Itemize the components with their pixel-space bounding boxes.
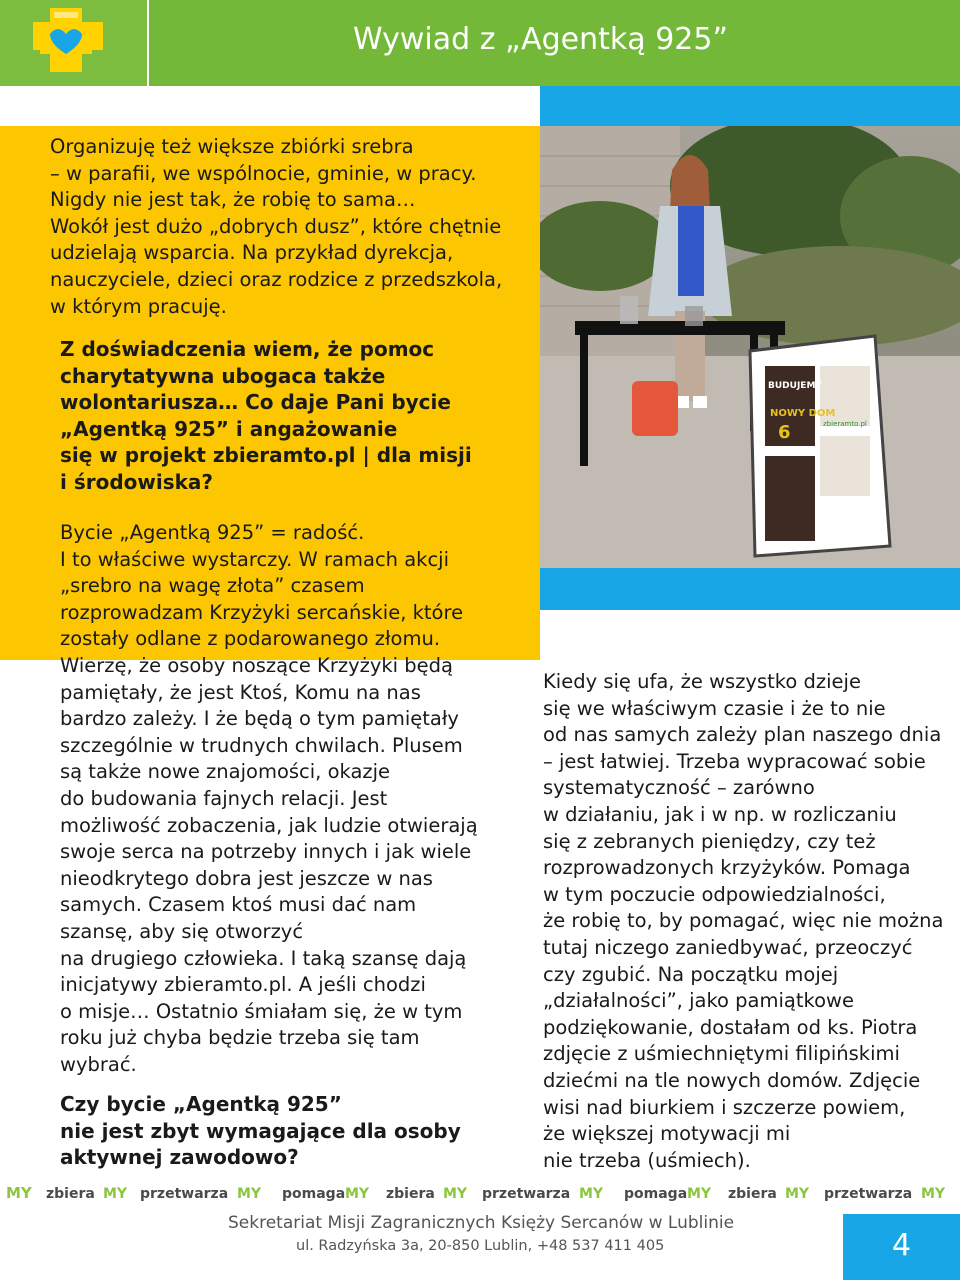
slogan-word-dark: przetwarza bbox=[482, 1186, 571, 1202]
answer-2 bbox=[543, 669, 953, 1174]
text-line: Wierzę, że osoby noszące Krzyżyki będą bbox=[60, 653, 453, 677]
text-line: Organizuję też większe zbiórki srebra bbox=[50, 135, 414, 158]
text-line: podziękowanie, dostałam od ks. Piotra bbox=[543, 1015, 918, 1039]
slogan-word bbox=[46, 1186, 128, 1202]
slogan-word-green: MY bbox=[237, 1186, 262, 1202]
slogan-word-dark: pomaga bbox=[282, 1186, 346, 1202]
organization-logo-icon bbox=[0, 0, 147, 86]
slogan-strip bbox=[0, 1180, 960, 1204]
slogan-word-green: MY bbox=[579, 1186, 604, 1202]
text-line: aktywnej zawodowo? bbox=[60, 1145, 299, 1170]
text-line: – jest łatwiej. Trzeba wypracować sobie bbox=[543, 749, 926, 773]
text-line: „działalności”, jako pamiątkowe bbox=[543, 989, 854, 1013]
page-number: 4 bbox=[891, 1228, 912, 1263]
slogan-word-green: MY bbox=[921, 1186, 946, 1202]
slogan-word-dark: zbiera bbox=[46, 1186, 95, 1202]
page-title: Wywiad z „Agentką 925” bbox=[353, 22, 728, 57]
slogan-word bbox=[728, 1186, 810, 1202]
photo-illustration bbox=[540, 126, 960, 568]
text-line: się w projekt zbieramto.pl | dla misji bbox=[60, 443, 472, 468]
poster-site-text: zbieramto.pl bbox=[823, 420, 867, 428]
question-1 bbox=[60, 336, 520, 496]
slogan-word-dark: zbiera bbox=[386, 1186, 435, 1202]
text-line: nauczyciele, dzieci oraz rodzice z przedszkola, bbox=[50, 267, 503, 291]
text-line: że robię to, by pomagać, więc nie można bbox=[543, 909, 944, 933]
slogan-word-green: MY bbox=[785, 1186, 810, 1202]
secretariat-name: Sekretariat Misji Zagranicznych Księży Sercanów w Lublinie bbox=[228, 1213, 735, 1233]
text-line: Czy bycie „Agentką 925” bbox=[60, 1092, 342, 1116]
text-line: „srebro na wagę złota” czasem bbox=[60, 574, 365, 598]
text-line: Bycie „Agentką 925” = radość. bbox=[60, 521, 365, 544]
slogan-word-dark: przetwarza bbox=[140, 1186, 229, 1202]
slogan-word-dark: zbiera bbox=[728, 1186, 777, 1202]
slogan-word: MY bbox=[6, 1184, 32, 1202]
text-line: – w parafii, we wspólnocie, gminie, w pracy. bbox=[50, 161, 477, 185]
text-line: rozprowadzonych krzyżyków. Pomaga bbox=[543, 856, 911, 880]
slogan-word bbox=[140, 1186, 262, 1202]
text-line: się z zebranych pieniędzy, czy też bbox=[543, 829, 876, 853]
text-line: nieodkrytego dobra jest jeszcze w nas bbox=[60, 866, 433, 890]
question-2 bbox=[60, 1091, 530, 1171]
text-line: inicjatywy zbieramto.pl. A jeśli chodzi bbox=[60, 973, 426, 997]
slogan-word bbox=[624, 1186, 712, 1202]
text-line: wisi nad biurkiem i szczerze powiem, bbox=[543, 1095, 906, 1119]
text-line: w działaniu, jak i w np. w rozliczaniu bbox=[543, 802, 897, 826]
secretariat-address: ul. Radzyńska 3a, 20-850 Lublin, +48 537 411 405 bbox=[296, 1238, 665, 1254]
text-line: „Agentką 925” i angażowanie bbox=[60, 416, 398, 441]
slogan-word-green: MY bbox=[443, 1186, 468, 1202]
text-line: I to właściwe wystarczy. W ramach akcji bbox=[60, 547, 450, 571]
slogan-word bbox=[386, 1186, 468, 1202]
poster-logo-text: BUDUJEMY bbox=[768, 381, 822, 391]
text-line: pamiętały, że jest Ktoś, Komu na nas bbox=[60, 680, 421, 704]
text-line: się we właściwym czasie i że to nie bbox=[543, 696, 886, 720]
text-line: udzielają wsparcia. Na przykład dyrekcja, bbox=[50, 241, 454, 265]
text-line: czy zgubić. Na początku mojej bbox=[543, 962, 839, 986]
text-line: szansę, aby się otworzyć bbox=[60, 919, 304, 943]
text-line: Wokół jest dużo „dobrych dusz”, które chętnie bbox=[50, 214, 502, 238]
text-line: zdjęcie z uśmiechniętymi filipińskimi bbox=[543, 1042, 900, 1066]
slogan-word-dark: przetwarza bbox=[824, 1186, 913, 1202]
text-line: że większej motywacji mi bbox=[543, 1122, 791, 1146]
text-line: Nigdy nie jest tak, że robię to sama… bbox=[50, 188, 416, 212]
logo-box bbox=[0, 0, 147, 86]
text-line: nie trzeba (uśmiech). bbox=[543, 1148, 751, 1172]
volunteer-photo bbox=[540, 126, 960, 568]
slogan-svg bbox=[0, 1180, 960, 1204]
text-line: na drugiego człowieka. I taką szansę dają bbox=[60, 946, 467, 970]
text-line: wybrać. bbox=[60, 1052, 137, 1076]
text-line: rozprowadzam Krzyżyki sercańskie, które bbox=[60, 600, 464, 624]
text-line: możliwość zobaczenia, jak ludzie otwierają bbox=[60, 813, 478, 837]
text-line: Z doświadczenia wiem, że pomoc bbox=[60, 337, 435, 361]
text-line: charytatywna ubogaca także bbox=[60, 363, 386, 388]
slogan-word-green: MY bbox=[345, 1186, 370, 1202]
text-line: roku już chyba będzie trzeba się tam bbox=[60, 1026, 420, 1050]
text-line: szczególnie w trudnych chwilach. Plusem bbox=[60, 733, 463, 757]
text-line: Kiedy się ufa, że wszystko dzieje bbox=[543, 670, 861, 693]
text-line: systematyczność – zarówno bbox=[543, 776, 815, 800]
slogan-word bbox=[282, 1186, 370, 1202]
slogan-word-dark: pomaga bbox=[624, 1186, 688, 1202]
text-line: bardzo zależy. I że będą o tym pamiętały bbox=[60, 707, 459, 731]
blue-accent-bottom bbox=[540, 568, 960, 610]
poster-big-text: NOWY DOM bbox=[770, 408, 836, 419]
slogan-word bbox=[482, 1186, 604, 1202]
blue-accent-top bbox=[540, 86, 960, 126]
slogan-word-green: MY bbox=[687, 1186, 712, 1202]
text-line: i środowiska? bbox=[60, 469, 214, 494]
text-line: są także nowe znajomości, okazje bbox=[60, 760, 391, 784]
text-line: w tym poczucie odpowiedzialności, bbox=[543, 882, 886, 906]
slogan-word bbox=[824, 1186, 946, 1202]
text-line: nie jest zbyt wymagające dla osoby bbox=[60, 1118, 461, 1143]
intro-paragraph bbox=[50, 134, 530, 320]
text-line: tutaj niczego zaniedbywać, przeoczyć bbox=[543, 935, 913, 959]
text-line: dziećmi na tle nowych domów. Zdjęcie bbox=[543, 1068, 921, 1092]
text-line: swoje serca na potrzeby innych i jak wiele bbox=[60, 840, 472, 864]
poster-number: 6 bbox=[778, 422, 791, 443]
text-line: o misje… Ostatnio śmiałam się, że w tym bbox=[60, 999, 463, 1023]
text-line: samych. Czasem ktoś musi dać nam bbox=[60, 893, 417, 917]
text-line: od nas samych zależy plan naszego dnia bbox=[543, 723, 942, 747]
answer-1 bbox=[60, 520, 500, 1078]
text-line: wolontariusza… Co daje Pani bycie bbox=[60, 390, 451, 415]
slogan-word-green: MY bbox=[103, 1186, 128, 1202]
text-line: w którym pracuję. bbox=[50, 294, 227, 318]
text-line: do budowania fajnych relacji. Jest bbox=[60, 786, 388, 810]
text-line: zostały odlane z podarowanego złomu. bbox=[60, 627, 441, 651]
